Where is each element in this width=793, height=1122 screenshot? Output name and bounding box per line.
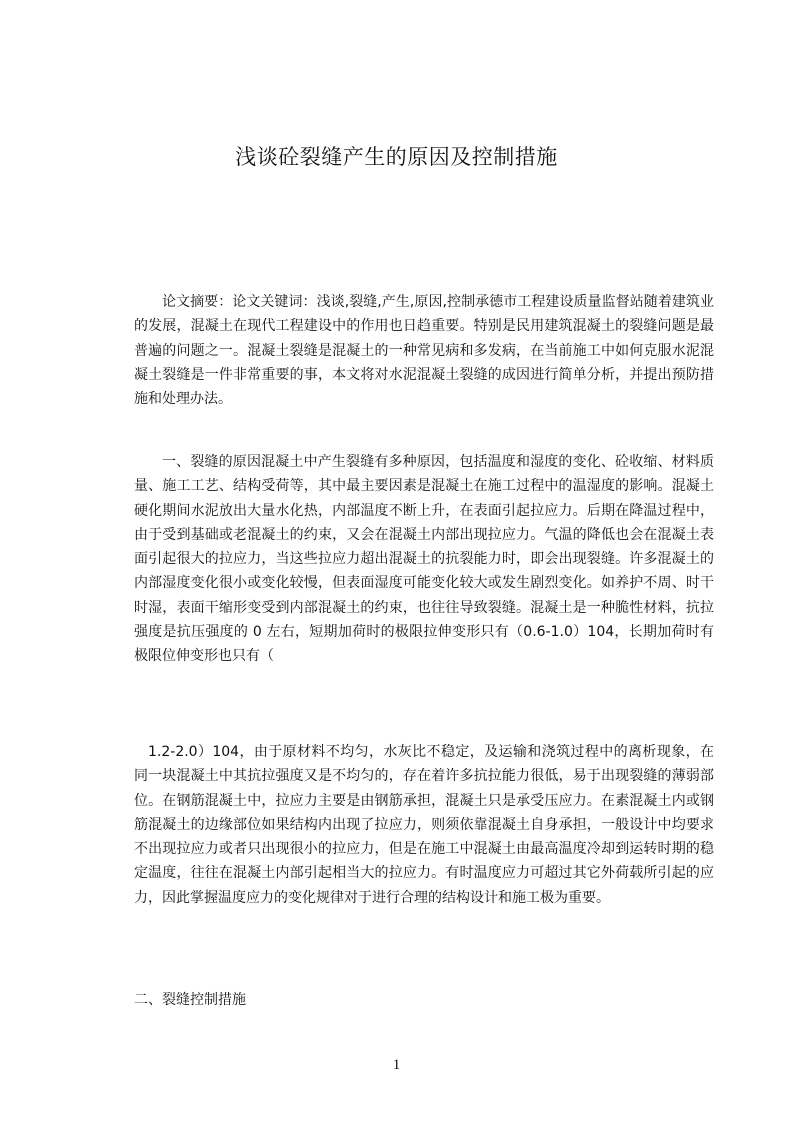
page-number: 1 — [392, 1057, 401, 1073]
abstract-paragraph: 论文摘要：论文关键词：浅谈,裂缝,产生,原因,控制承德市工程建设质量监督站随着建筑业的发展，混凝土在现代工程建设中的作用也日趋重要。特别是民用建筑混凝土的裂缝问题是最普遍的问题之一。混凝土裂缝是混凝土的一种常见病和多发病，在当前施工中如何克服水泥混凝土裂缝是一件非常重要的事，本文将对水泥混凝土裂缝的成因进行简单分析，并提出预防措施和处理办法。 — [134, 294, 714, 408]
section-two-heading: 二、裂缝控制措施 — [134, 992, 246, 1008]
document-title: 浅谈砼裂缝产生的原因及控制措施 — [235, 145, 558, 169]
section-one-paragraph: 一、裂缝的原因混凝土中产生裂缝有多种原因，包括温度和湿度的变化、砼收缩、材料质量、施工工艺、结构受荷等，其中最主要因素是混凝土在施工过程中的温湿度的影响。混凝土硬化期间水泥放出大量水化热，内部温度不断上升，在表面引起拉应力。后期在降温过程中，由于受到基础或老混凝土的约束，又会在混凝土内部出现拉应力。气温的降低也会在混凝土表面引起很大的拉应力，当这些拉应力超出混凝土的抗裂能力时，即会出现裂缝。许多混凝土的内部湿度变化很小或变化较慢，但表面湿度可能变化较大或发生剧烈变化。如养护不周、时干时湿，表面干缩形变受到内部混凝土的约束，也往往导致裂缝。混凝土是一种脆性材料，抗拉强度是抗压强度的 0 左右，短期加荷时的极限拉伸变形只有（0.6-1.0）104，长期加荷时有极限位伸变形也只有（ — [134, 454, 714, 665]
continuation-paragraph: 1.2-2.0）104，由于原材料不均匀，水灰比不稳定，及运输和浇筑过程中的离析现象，在同一块混凝土中其抗拉强度又是不均匀的，存在着许多抗拉能力很低，易于出现裂缝的薄弱部位。在钢筋混凝土中，拉应力主要是由钢筋承担，混凝土只是承受压应力。在素混凝土内或钢筋混凝土的边缘部位如果结构内出现了拉应力，则须依靠混凝土自身承担，一般设计中均要求不出现拉应力或者只出现很小的拉应力，但是在施工中混凝土由最高温度冷却到运转时期的稳定温度，往往在混凝土内部引起相当大的拉应力。有时温度应力可超过其它外荷载所引起的应力，因此掌握温度应力的变化规律对于进行合理的结构设计和施工极为重要。 — [134, 744, 714, 906]
